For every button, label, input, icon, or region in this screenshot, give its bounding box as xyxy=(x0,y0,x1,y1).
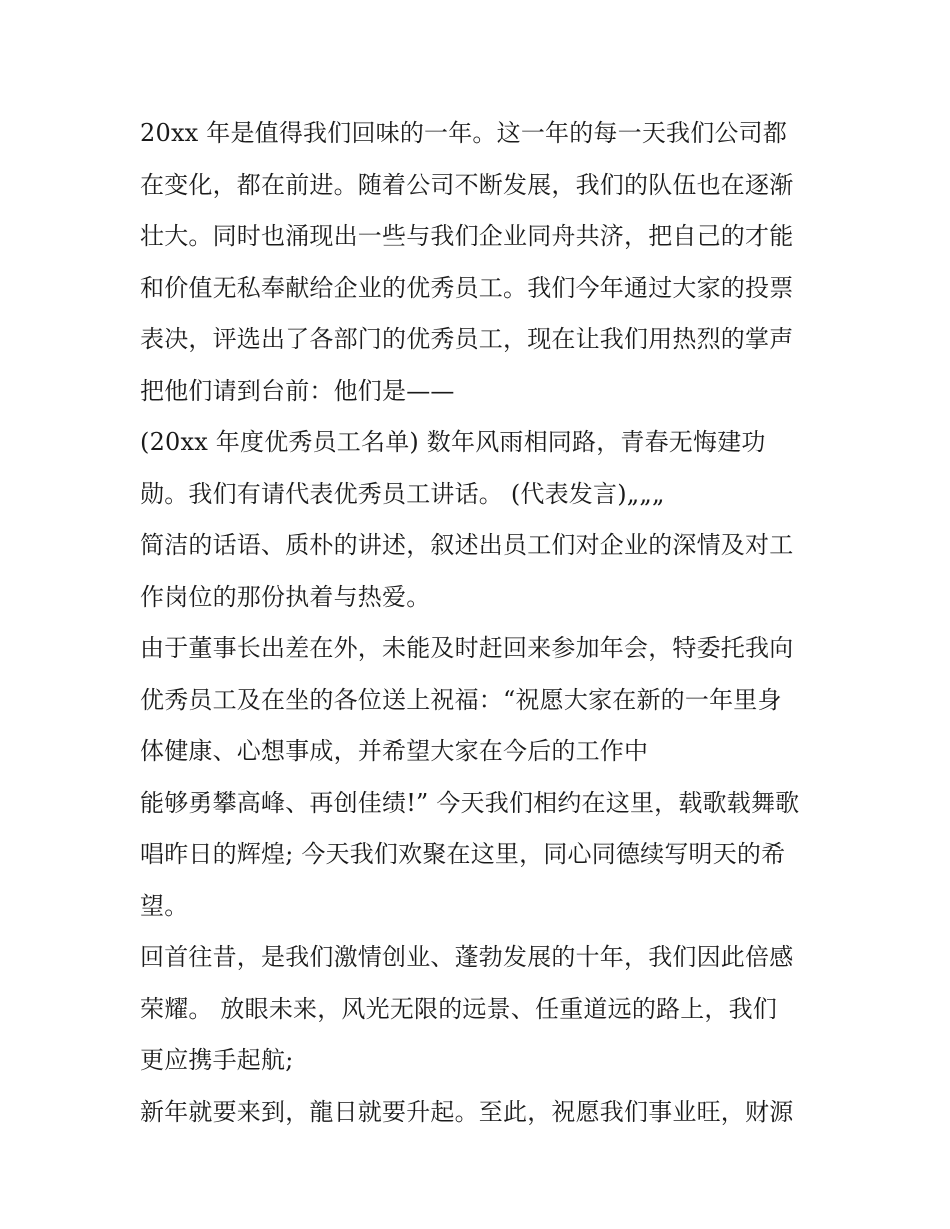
text-line: 壮大。同时也涌现出一些与我们企业同舟共济，把自己的才能 xyxy=(140,222,794,250)
text-line: 更应携手起航; xyxy=(140,1046,294,1074)
text-line: 新年就要来到，龍日就要升起。至此，祝愿我们事业旺，财源 xyxy=(140,1097,794,1126)
text-line: 20xx 年是值得我们回味的一年。这一年的每一天我们公司都 xyxy=(140,119,788,147)
text-line: 望。 xyxy=(140,891,189,920)
text-line: 由于董事长出差在外，未能及时赶回来参加年会，特委托我向 xyxy=(140,634,794,662)
document-body xyxy=(140,108,830,1138)
text-line: 简洁的话语、质朴的讲述，叙述出员工们对企业的深情及对工 xyxy=(140,531,794,559)
text-line: 荣耀。 放眼未来，风光无限的远景、任重道远的路上，我们 xyxy=(140,994,778,1023)
text-line: 把他们请到台前：他们是—— xyxy=(140,376,455,405)
text-line: 和价值无私奉献给企业的优秀员工。我们今年通过大家的投票 xyxy=(140,273,794,302)
text-line: 能够勇攀高峰、再创佳绩!” 今天我们相约在这里，载歌载舞歌 xyxy=(140,788,800,817)
text-line: 体健康、心想事成，并希望大家在今后的工作中 xyxy=(140,737,649,765)
text-line: 勋。我们有请代表优秀员工讲话。 (代表发言)„„„ xyxy=(140,479,665,508)
text-line: (20xx 年度优秀员工名单) 数年风雨相同路，青春无悔建功 xyxy=(140,428,766,456)
text-line: 表决，评选出了各部门的优秀员工，现在让我们用热烈的掌声 xyxy=(140,325,794,353)
text-line: 在变化，都在前进。随着公司不断发展，我们的队伍也在逐渐 xyxy=(140,170,794,199)
text-line: 唱昨日的辉煌; 今天我们欢聚在这里，同心同德续写明天的希 xyxy=(140,840,786,868)
text-line: 回首往昔，是我们激情创业、蓬勃发展的十年，我们因此倍感 xyxy=(140,943,794,971)
text-line: 作岗位的那份执着与热爱。 xyxy=(140,582,431,611)
text-line: 优秀员工及在坐的各位送上祝福：“祝愿大家在新的一年里身 xyxy=(140,685,782,714)
